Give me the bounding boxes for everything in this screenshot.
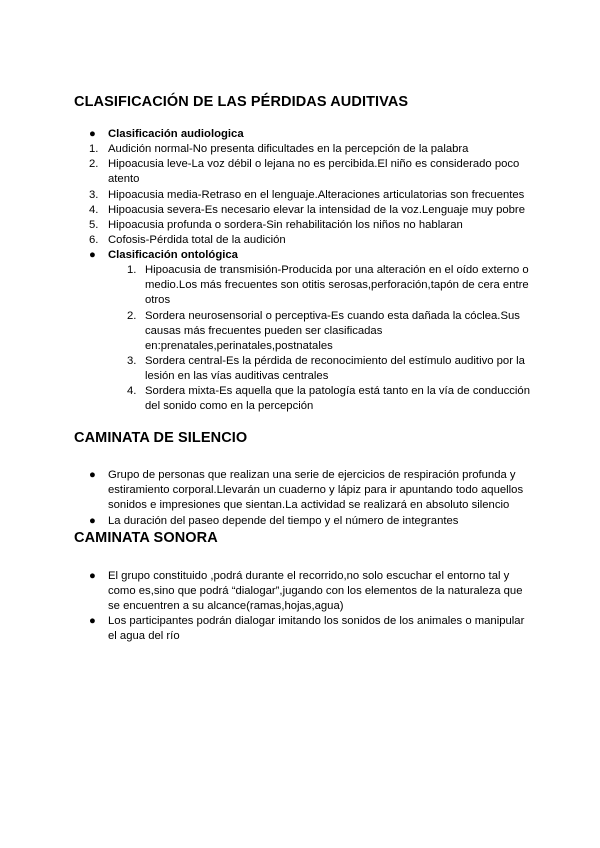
- list-item-line: Sordera central-Es la pérdida de reconocimiento del estímulo auditivo por la: [145, 355, 525, 367]
- list-item-line: Hipoacusia de transmisión-Producida por una alteración en el oído externo o: [145, 264, 529, 276]
- list-item-line: en:prenatales,perinatales,postnatales: [145, 340, 333, 352]
- section-title-clasificacion: CLASIFICACIÓN DE LAS PÉRDIDAS AUDITIVAS: [74, 94, 409, 110]
- list-number: 3.: [127, 355, 137, 367]
- list-number: 5.: [89, 219, 99, 231]
- list-number: 4.: [89, 204, 99, 216]
- list-item-line: como es,sino que podrá “dialogar”,jugando con los elementos de la naturaleza que: [108, 585, 523, 597]
- list-item-line: Audición normal-No presenta dificultades en la percepción de la palabra: [108, 143, 469, 155]
- list-number: 2.: [89, 158, 99, 170]
- list-item-line: Los participantes podrán dialogar imitando los sonidos de los animales o manipular: [108, 615, 525, 627]
- list-item-line: Sordera mixta-Es aquella que la patología está tanto en la vía de conducción: [145, 385, 530, 397]
- list-item-line: del sonido como en la percepción: [145, 400, 314, 412]
- list-item-line: Hipoacusia profunda o sordera-Sin rehabilitación los niños no hablaran: [108, 219, 463, 231]
- list-item-line: La duración del paseo depende del tiempo y el número de integrantes: [108, 515, 459, 527]
- list-number: 1.: [127, 264, 137, 276]
- list-number: 3.: [89, 189, 99, 201]
- bullet-icon: ●: [89, 249, 96, 261]
- bullet-icon: ●: [89, 615, 96, 627]
- list-item-line: Sordera neurosensorial o perceptiva-Es cuando esta dañada la cóclea.Sus: [145, 310, 520, 322]
- bullet-icon: ●: [89, 128, 96, 140]
- list-number: 4.: [127, 385, 137, 397]
- list-number: 1.: [89, 143, 99, 155]
- list-item-line: atento: [108, 173, 140, 185]
- list-item-line: Grupo de personas que realizan una serie de ejercicios de respiración profunda y: [108, 469, 516, 481]
- subheading-ontologica: Clasificación ontológica: [108, 249, 238, 261]
- list-number: 2.: [127, 310, 137, 322]
- list-item-line: Hipoacusia media-Retraso en el lenguaje.Alteraciones articulatorias son frecuentes: [108, 189, 525, 201]
- list-item-line: medio.Los más frecuentes son otitis serosas,perforación,tapón de cera entre: [145, 279, 529, 291]
- bullet-icon: ●: [89, 515, 96, 527]
- list-item-line: otros: [145, 294, 171, 306]
- list-item-line: El grupo constituido ,podrá durante el recorrido,no solo escuchar el entorno tal y: [108, 570, 510, 582]
- list-item-line: se encuentren a su alcance(ramas,hojas,agua): [108, 600, 344, 612]
- list-item-line: el agua del río: [108, 630, 180, 642]
- list-item-line: causas más frecuentes pueden ser clasificadas: [145, 325, 383, 337]
- list-item-line: Hipoacusia severa-Es necesario elevar la intensidad de la voz.Lenguaje muy pobre: [108, 204, 525, 216]
- list-item-line: sonidos e impresiones que sientan.La actividad se realizará en absoluto silencio: [108, 499, 510, 511]
- list-item-line: Cofosis-Pérdida total de la audición: [108, 234, 286, 246]
- bullet-icon: ●: [89, 469, 96, 481]
- list-item-line: Hipoacusia leve-La voz débil o lejana no es percibida.El niño es considerado poco: [108, 158, 520, 170]
- section-title-caminata-sonora: CAMINATA SONORA: [74, 530, 218, 546]
- list-item-line: lesión en las vías auditivas centrales: [145, 370, 329, 382]
- bullet-icon: ●: [89, 570, 96, 582]
- list-number: 6.: [89, 234, 99, 246]
- subheading-audiologica: Clasificación audiologica: [108, 128, 244, 140]
- list-item-line: estiramiento corporal.Llevarán un cuaderno y lápiz para ir apuntando todo aquellos: [108, 484, 524, 496]
- section-title-caminata-silencio: CAMINATA DE SILENCIO: [74, 430, 248, 446]
